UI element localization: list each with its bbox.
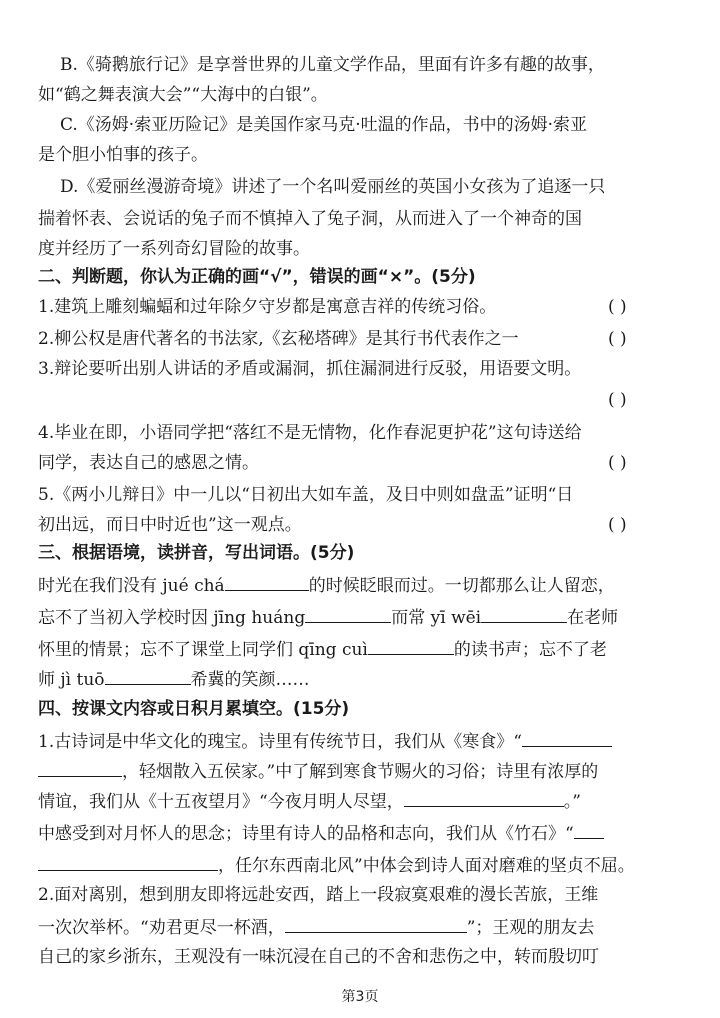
fill-text: 中感受到对月怀人的思念；诗里有诗人的品格和志向，我们从《竹石》“: [38, 824, 574, 844]
fill-text: 1.古诗词是中华文化的瑰宝。诗里有传统节日，我们从《寒食》“: [38, 732, 522, 752]
judge-q5-line1: 5.《两小儿辩日》中一儿以“日初出大如车盖，及日中则如盘盂”证明“日: [38, 485, 574, 505]
option-d-line1: D.《爱丽丝漫游奇境》讲述了一个名叫爱丽丝的英国小女孩为了追逐一只: [60, 177, 606, 197]
pinyin-text: 希冀的笑颜……: [190, 670, 310, 690]
answer-blank-yi-wei[interactable]: [481, 602, 567, 623]
pinyin-line4: [38, 664, 684, 694]
fill-text: 情谊，我们从《十五夜望月》“今夜月明人尽望，: [38, 792, 404, 812]
judge-q4-line1: 4.毕业在即，小语同学把“落红不是无情物，化作春泥更护花”这句诗送给: [38, 423, 582, 443]
answer-blank-ji-tuo[interactable]: [105, 664, 191, 685]
fill-text: 。”: [563, 792, 581, 812]
answer-blank-songyuaner[interactable]: [285, 912, 467, 933]
judge-q1: 1.建筑上雕刻蝙蝠和过年除夕守岁都是寓意吉祥的传统习俗。: [38, 297, 497, 317]
pinyin-text: 忘不了当初入学校时因 jīng huáng: [38, 608, 306, 628]
section-4-title: 四、按课文内容或日积月累填空。(15分): [38, 699, 350, 719]
fill-q1-line3: [38, 786, 684, 816]
answer-blank-qing-cui[interactable]: [368, 634, 454, 655]
fill-text: ”；王观的朋友去: [466, 918, 595, 938]
pinyin-line3: [38, 634, 684, 664]
answer-blank-zhushi-2[interactable]: [38, 850, 218, 871]
option-c-line2: 是个胆小怕事的孩子。: [38, 145, 208, 165]
judge-q1-answer-paren[interactable]: ( ): [608, 297, 627, 317]
option-d-line2: 揣着怀表、会说话的兔子而不慎掉入了兔子洞，从而进入了一个神奇的国: [38, 209, 582, 229]
judge-q4-line2: 同学，表达自己的感恩之情。: [38, 453, 259, 473]
fill-q2-line1: 2.面对离别，想到朋友即将远赴安西，踏上一段寂寞艰难的漫长苦旅，王维: [38, 885, 599, 905]
pinyin-line2: [38, 602, 684, 632]
fill-q2-line3: 自己的家乡浙东，王观没有一味沉浸在自己的不舍和悲伤之中，转而殷切叮: [38, 947, 599, 967]
fill-text: 一次次举杯。“劝君更尽一杯酒，: [38, 918, 285, 938]
judge-q3-answer-paren[interactable]: ( ): [608, 390, 627, 410]
answer-blank-zhushi-1[interactable]: [574, 818, 604, 839]
fill-q1-line4: [38, 818, 684, 848]
judge-q2-answer-paren[interactable]: ( ): [608, 329, 627, 349]
fill-q1-line2: [38, 756, 684, 786]
fill-text: ，任尔东西南北风”中体会到诗人面对磨难的坚贞不屈。: [218, 856, 635, 876]
judge-q3: 3.辩论要听出别人讲话的矛盾或漏洞，抓住漏洞进行反驳，用语要文明。: [38, 359, 582, 379]
option-c-line1: C.《汤姆·索亚历险记》是美国作家马克·吐温的作品，书中的汤姆·索亚: [60, 115, 588, 135]
fill-q2-line2: [38, 912, 684, 942]
pinyin-line1: [38, 570, 684, 600]
answer-blank-jue-cha[interactable]: [225, 570, 309, 591]
judge-q5-line2: 初出远，而日中时近也”这一观点。: [38, 515, 302, 535]
pinyin-text: 时光在我们没有 jué chá: [38, 576, 225, 596]
judge-q2: 2.柳公权是唐代著名的书法家,《玄秘塔碑》是其行书代表作之一: [38, 329, 519, 349]
section-3-title: 三、根据语境，读拼音，写出词语。(5分): [38, 543, 355, 563]
pinyin-text: 而常 yī wēi: [391, 608, 482, 628]
option-b-line2: 如“鹤之舞表演大会”“大海中的白银”。: [38, 85, 328, 105]
pinyin-text: 在老师: [567, 608, 619, 628]
page-number: 第3页: [341, 989, 379, 1005]
pinyin-text: 师 jì tuō: [38, 670, 105, 690]
section-2-title: 二、判断题，你认为正确的画“√”，错误的画“×”。(5分): [38, 267, 476, 287]
pinyin-text: 的读书声；忘不了老: [453, 640, 607, 660]
answer-blank-wangyue[interactable]: [404, 786, 564, 807]
fill-q1-line5: [38, 850, 684, 880]
answer-blank-hanshi-1[interactable]: [522, 726, 612, 747]
pinyin-text: 的时候眨眼而过。一切都那么让人留恋，: [308, 576, 615, 596]
option-d-line3: 度并经历了一系列奇幻冒险的故事。: [38, 239, 310, 259]
judge-q5-answer-paren[interactable]: ( ): [608, 515, 627, 535]
pinyin-text: 怀里的情景；忘不了课堂上同学们 qīng cuì: [38, 640, 368, 660]
option-b-line1: B.《骑鹅旅行记》是享誉世界的儿童文学作品，里面有许多有趣的故事，: [60, 55, 605, 75]
fill-text: ，轻烟散入五侯家。”中了解到寒食节赐火的习俗；诗里有浓厚的: [122, 762, 599, 782]
judge-q4-answer-paren[interactable]: ( ): [608, 453, 627, 473]
answer-blank-hanshi-2[interactable]: [38, 756, 122, 777]
fill-q1-line1: [38, 726, 684, 756]
answer-blank-jing-huang[interactable]: [305, 602, 391, 623]
